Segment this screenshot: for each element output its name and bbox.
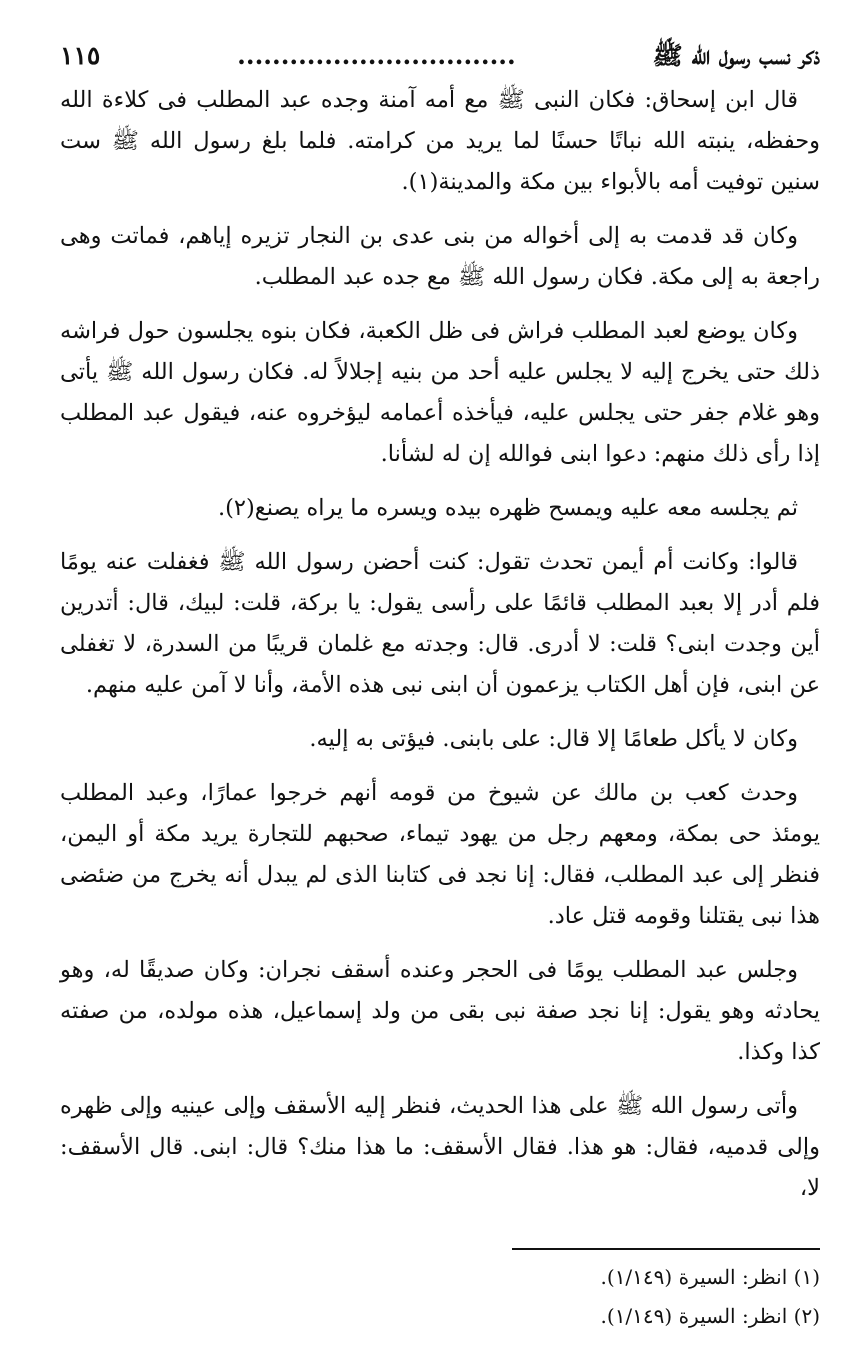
footnote: (١) انظر: السيرة (١/١٤٩). [600,1265,820,1289]
paragraph: ثم يجلسه معه عليه ويمسح ظهره بيده ويسره ما يراه يصنع(٢). [217,495,798,521]
paragraph: وجلس عبد المطلب يومًا فى الحجر وعنده أسقف نجران: وكان صديقًا له، وهو يحادثه وهو يقول: إنا نجد صفة نبى بقى من ولد إسماعيل، هذه مولده، من صفته كذا وكذا. [60,957,820,1065]
paragraph: وكان يوضع لعبد المطلب فراش فى ظل الكعبة، فكان بنوه يجلسون حول فراشه ذلك حتى يخرج إليه لا يجلس عليه أحد من بنيه إجلالاً له. فكان رسول الله ﷺ يأتى وهو غلام جفر حتى يجلس عليه، فيأخذه أعمامه ليؤخروه عنه، فيقول عبد المطلب إذا رأى ذلك منهم: دعوا ابنى فوالله إن له لشأنا. [60,318,820,467]
paragraph: وأتى رسول الله ﷺ على هذا الحديث، فنظر إليه الأسقف وإلى عينيه وإلى ظهره وإلى قدميه، فقال: هو هذا. فقال الأسقف: ما هذا منك؟ قال: ابنى. قال الأسقف: لا، [60,1093,820,1201]
running-header [60,36,820,78]
paragraph: وحدث كعب بن مالك عن شيوخ من قومه أنهم خرجوا عمارًا، وعبد المطلب يومئذ حى بمكة، ومعهم رجل من يهود تيماء، صحبهم للتجارة يريد مكة أو اليمن، فنظر إلى عبد المطلب، فقال: إنا نجد فى كتابنا الذى لم يبدل أنه يخرج من ضئضى هذا نبى يقتلنا وقومه قتل عاد. [60,780,820,929]
paragraph: وكان لا يأكل طعامًا إلا قال: على بابنى. فيؤتى به إليه. [309,726,798,752]
main-text [60,80,820,1209]
page-number: ١١٥ [60,41,101,70]
footnotes [60,1258,820,1336]
paragraph: قالوا: وكانت أم أيمن تحدث تقول: كنت أحضن رسول الله ﷺ فغفلت عنه يومًا فلم أدر إلا بعبد المطلب قائمًا على رأسى يقول: يا بركة، قلت: لبيك، قال: أتدرين أين وجدت ابنى؟ قلت: لا أدرى. قال: وجدته مع غلمان قريبًا من السدرة، لا تغفلى عن ابنى، فإن أهل الكتاب يزعمون أن ابنى نبى هذه الأمة، وأنا لا آمن عليه منهم. [60,549,820,698]
chapter-title: ذكر نسب رسول الله ﷺ [652,41,820,70]
footnote-divider [512,1248,820,1250]
leader-dots: ................................ [237,41,516,70]
paragraph: قال ابن إسحاق: فكان النبى ﷺ مع أمه آمنة وجده عبد المطلب فى كلاءة الله وحفظه، ينبته الله نباتًا حسنًا لما يريد من كرامته. فلما بلغ رسول الله ﷺ ست سنين توفيت أمه بالأبواء بين مكة والمدينة(١). [60,87,820,195]
paragraph: وكان قد قدمت به إلى أخواله من بنى عدى بن النجار تزيره إياهم، فماتت وهى راجعة به إلى مكة. فكان رسول الله ﷺ مع جده عبد المطلب. [60,223,820,290]
footnote: (٢) انظر: السيرة (١/١٤٩). [600,1304,820,1328]
